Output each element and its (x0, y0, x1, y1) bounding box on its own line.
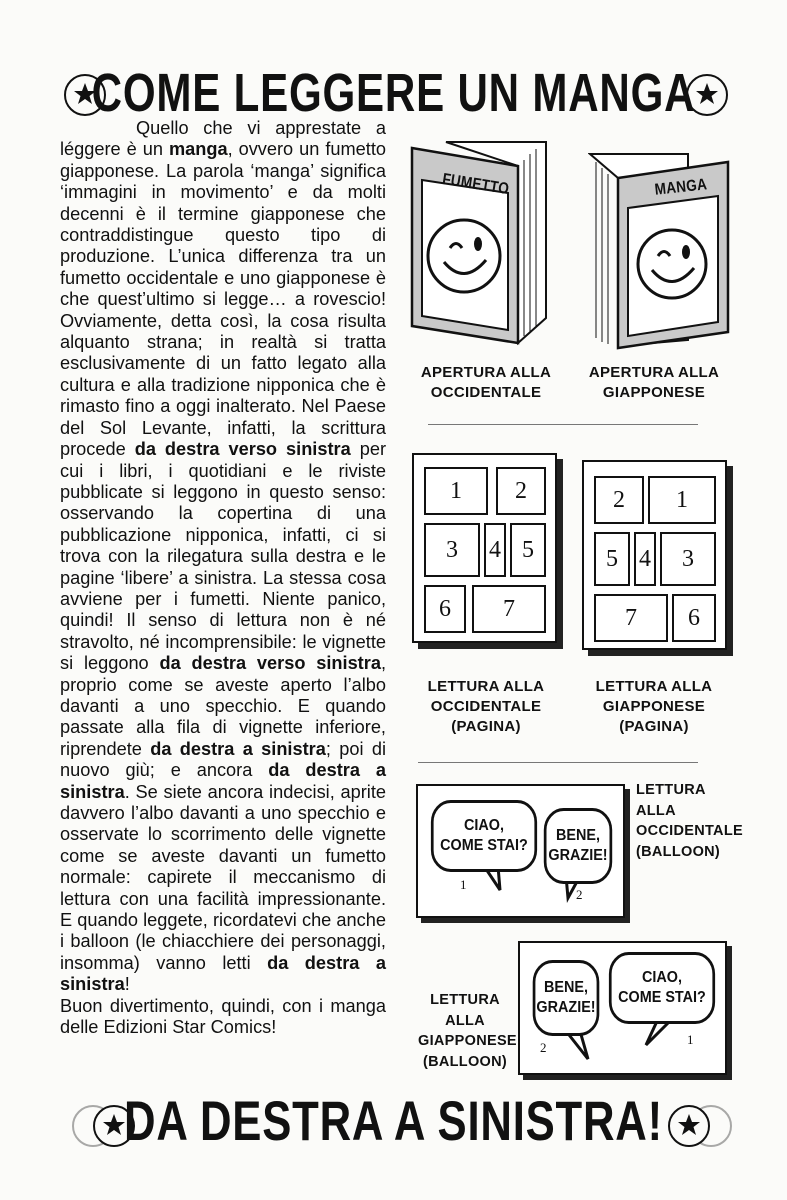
panel-3: 3 (660, 532, 716, 586)
panel-7: 7 (472, 585, 546, 633)
caption-lettura-occidentale-balloon (636, 780, 743, 862)
cover-label-manga: MANGA (653, 176, 708, 199)
panel-5: 5 (594, 532, 630, 586)
balloon-order-1: 1 (460, 877, 467, 892)
caption-line: OCCIDENTALE (430, 698, 542, 715)
body-text-span: ! (124, 974, 130, 995)
caption-line: (BALLOON) (636, 843, 721, 860)
caption-line: APERTURA ALLA (420, 364, 552, 381)
caption-apertura-giapponese (580, 363, 728, 403)
balloon-order-2: 2 (540, 1040, 547, 1055)
caption-line: (PAGINA) (451, 718, 521, 735)
cover-label-fumetto: FUMETTO (441, 170, 511, 199)
caption-line: LETTURA (636, 782, 706, 798)
caption-line: OCCIDENTALE (430, 384, 542, 401)
caption-line: ALLA (636, 802, 676, 819)
page-title: COME LEGGERE UN MANGA (91, 63, 696, 123)
body-text-span: Quello che vi apprestate a léggere è un (60, 118, 386, 160)
speech-balloon-ciao: CIAO, COME STAI? (609, 952, 715, 1024)
caption-line: LETTURA (430, 992, 500, 1008)
body-text (60, 118, 386, 1038)
divider (428, 424, 698, 425)
panel-7: 7 (594, 594, 668, 642)
caption-lettura-giapponese-pagina (580, 677, 728, 737)
caption-line: GIAPPONESE (418, 1033, 517, 1049)
caption-line: OCCIDENTALE (636, 823, 743, 839)
body-text-span: per cui i libri, i quotidiani e le riviste pubblicate si leggono in questo senso: osservando la copertina di una pubblicazione nipponica, infatti, ci si trova con la rilegatura sulla destra e le pagine ‘libere’ a sinistra. La stessa cosa avviene per i fumetti. Niente panico, quindi! Il senso di lettura non è né stravolto, né incomprensibile: le vignette si leggono (60, 439, 387, 674)
panel-3: 3 (424, 523, 480, 577)
caption-line: LETTURA ALLA (427, 678, 545, 695)
caption-line: (BALLOON) (422, 1053, 508, 1070)
body-bold: da destra a sinistra (150, 738, 326, 759)
panel-6: 6 (672, 594, 716, 642)
speech-balloon-bene: BENE, GRAZIE! (533, 960, 600, 1036)
panel-1: 1 (648, 476, 716, 524)
body-bold: manga (168, 139, 228, 160)
caption-apertura-occidentale (412, 363, 560, 403)
body-closing: Buon divertimento, quindi, con i manga delle Edizioni Star Comics! (60, 995, 386, 1038)
caption-lettura-occidentale-pagina (412, 677, 560, 737)
caption-line: GIAPPONESE (602, 698, 706, 715)
page-japanese (582, 460, 727, 650)
caption-line: LETTURA ALLA (595, 678, 713, 695)
balloon-order-2: 2 (576, 887, 583, 902)
panel-1: 1 (424, 467, 488, 515)
balloon-order-1: 1 (687, 1032, 694, 1047)
body-bold: da destra verso sinistra (159, 653, 381, 674)
caption-line: ALLA (445, 1012, 485, 1029)
caption-lettura-giapponese-balloon (418, 990, 517, 1072)
page-western (412, 453, 557, 643)
body-text-span: ; poi di nuovo giù; e ancora (60, 738, 386, 781)
panel-6: 6 (424, 585, 466, 633)
panel-4: 4 (634, 532, 656, 586)
panel-4: 4 (484, 523, 506, 577)
divider (418, 762, 698, 763)
caption-line: APERTURA ALLA (588, 364, 720, 381)
body-bold: da destra a sinistra (60, 952, 386, 995)
panel-2: 2 (496, 467, 546, 515)
body-bold: da destra a sinistra (60, 760, 386, 802)
speech-balloon-ciao: CIAO, COME STAI? (431, 800, 537, 872)
body-paragraph (60, 118, 386, 996)
speech-balloon-bene: BENE, GRAZIE! (544, 808, 612, 884)
closing-title: DA DESTRA A SINISTRA! (124, 1089, 663, 1152)
body-text-span: , proprio come se aveste aperto l’albo davanti a uno specchio. E quando passate alla fila di vignette inferiore, riprendete (60, 653, 386, 759)
body-text-span: . Se siete ancora indecisi, aprite davvero l’albo davanti a uno specchio e osservate lo scorrimento delle vignette come se aveste davanti un fumetto normale: capirete il meccanismo di lettura con una facilità impressionante. E quando leggete, ricordatevi che anche i balloon (le chiacchiere dei personaggi, insomma) vanno letti (60, 781, 386, 973)
caption-line: (PAGINA) (619, 718, 689, 735)
book-western-illustration (406, 138, 556, 353)
caption-line: GIAPPONESE (602, 384, 706, 401)
body-bold: da destra verso sinistra (134, 439, 351, 460)
body-text-span: , ovvero un fumetto giapponese. La parola ‘manga’ significa ‘immagini in movimento’ e da molti decenni è il termine giapponese che contraddistingue questo tipo di produzione. L’unica differenza tra un fumetto occidentale e uno giapponese è che quest’ultimo si legge… a rovescio! Ovviamente, detta così, la cosa risulta alquanto strana; in realtà si tratta esclusivamente di un fatto legato alla cultura e alla tradizione nipponica che è rimasto fino a oggi inalterato. Nel Paese del Sol Levante, infatti, la scrittura procede (60, 139, 386, 460)
panel-2: 2 (594, 476, 644, 524)
panel-5: 5 (510, 523, 546, 577)
